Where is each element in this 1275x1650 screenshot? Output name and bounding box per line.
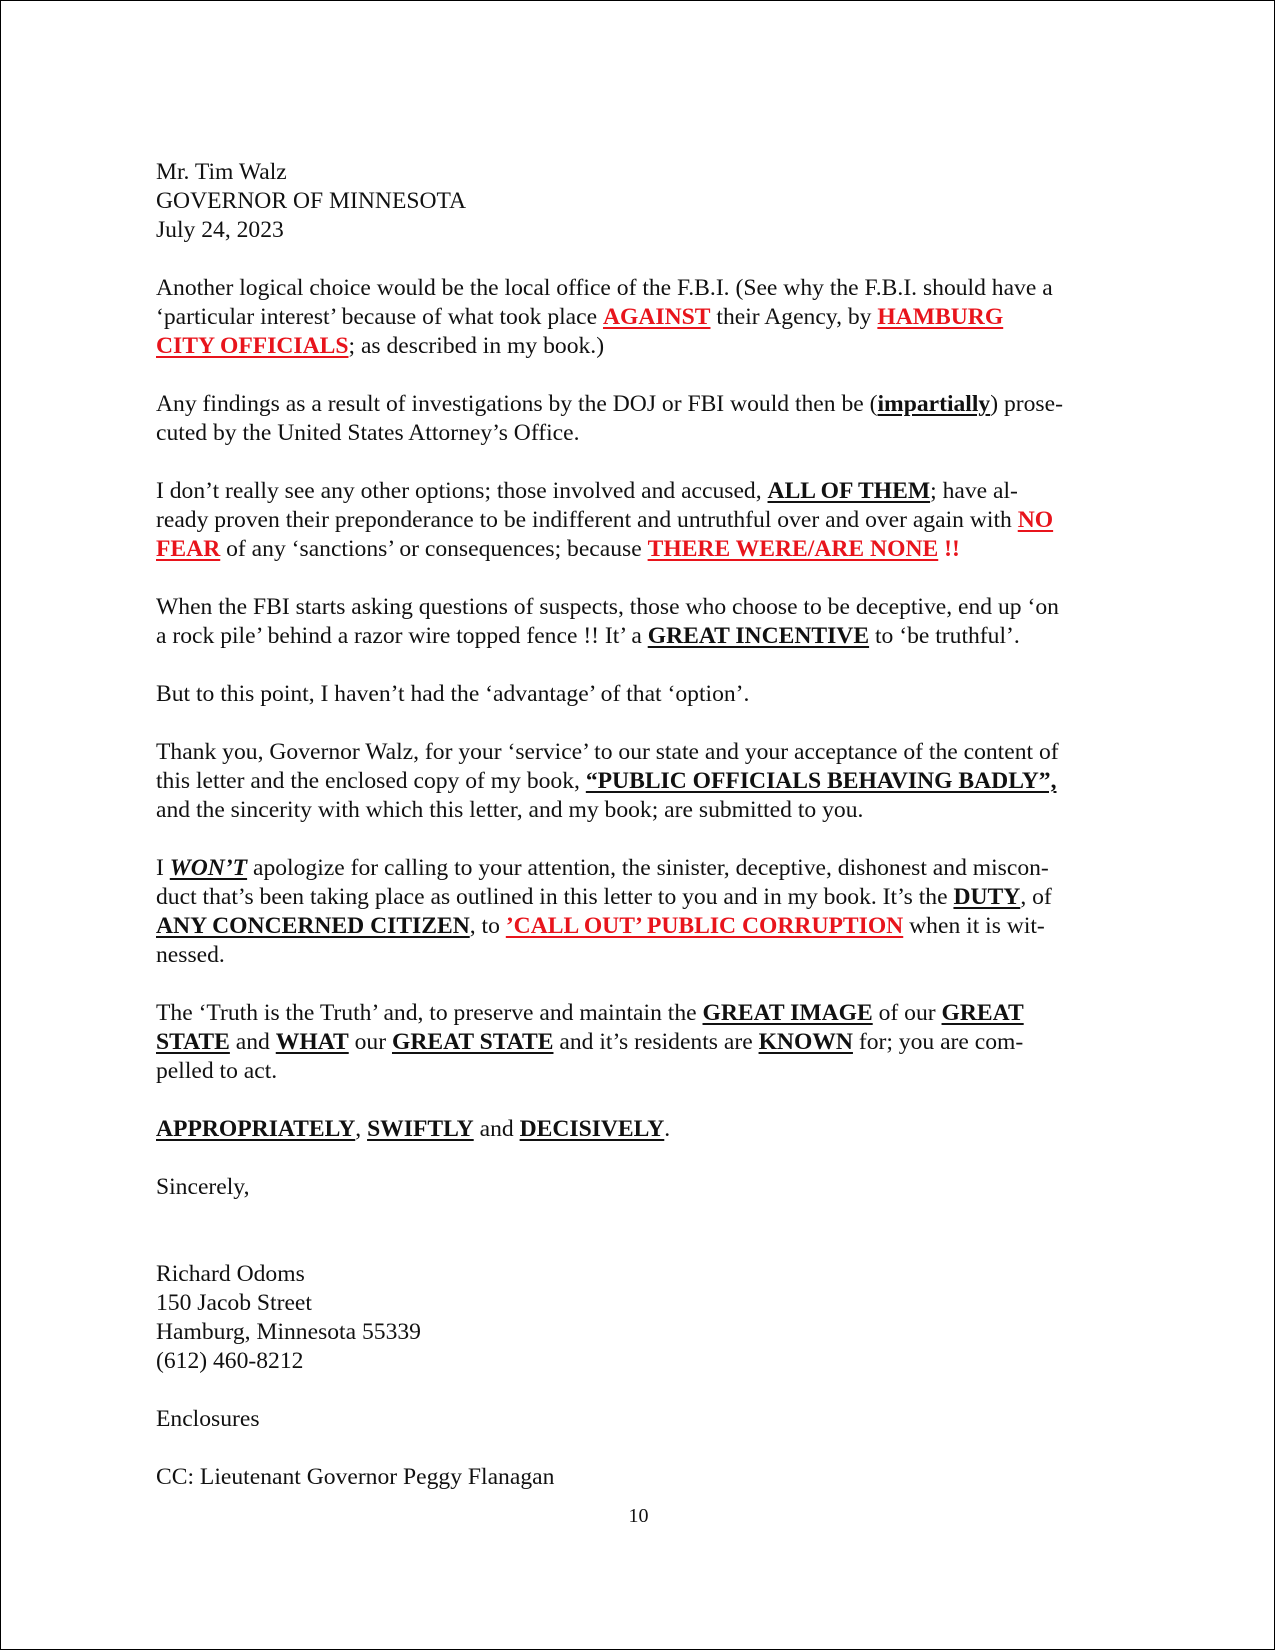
text-line [156, 477, 1131, 506]
text-run: ; have al- [930, 478, 1018, 504]
paragraph-fbi [156, 274, 1131, 361]
emphasis-great-incentive: GREAT INCENTIVE [647, 623, 870, 649]
text-run: ready proven their preponderance to be indifferent and untruthful over and over again with [156, 507, 1018, 533]
text-run: , to [469, 913, 506, 939]
signature-space [156, 1231, 1131, 1260]
text-line [156, 1115, 1131, 1144]
recipient-title: GOVERNOR OF MINNESOTA [156, 188, 467, 214]
letter-date: July 24, 2023 [156, 217, 284, 243]
emphasis-against: AGAINST [602, 304, 711, 330]
text-run: their Agency, by [710, 304, 878, 330]
signer-name: Richard Odoms [156, 1261, 305, 1287]
paragraph-advantage [156, 680, 1131, 709]
closing [156, 1173, 1131, 1202]
text-line [156, 303, 1131, 332]
cc-text: CC: Lieutenant Governor Peggy Flanagan [156, 1464, 555, 1490]
paragraph-fbi-questions [156, 593, 1131, 651]
signer-phone: (612) 460-8212 [156, 1348, 304, 1374]
text-line [156, 622, 1131, 651]
emphasis-city-officials: CITY OFFICIALS [156, 333, 349, 359]
emphasis-there-were-are-none: THERE WERE/ARE NONE [647, 536, 939, 562]
page-number: 10 [628, 1505, 649, 1527]
text-run: ) prose- [990, 391, 1063, 417]
enclosures-text: Enclosures [156, 1406, 260, 1432]
emphasis-fear: FEAR [156, 536, 221, 562]
text-line [156, 999, 1131, 1028]
recipient-block [156, 158, 1131, 245]
text-line [156, 390, 1131, 419]
emphasis-hamburg: HAMBURG [877, 304, 1004, 330]
emphasis-any-concerned-citizen: ANY CONCERNED CITIZEN [156, 913, 470, 939]
emphasis-decisively: DECISIVELY [519, 1116, 665, 1142]
signer-street: 150 Jacob Street [156, 1290, 312, 1316]
text-run: , of [1020, 884, 1052, 910]
text-line [156, 854, 1131, 883]
text-line: When the FBI starts asking questions of suspects, those who choose to be deceptive, end up ‘on [156, 594, 1059, 620]
emphasis-great: GREAT [941, 1000, 1024, 1026]
emphasis-duty: DUTY [953, 884, 1021, 910]
emphasis-all-of-them: ALL OF THEM [767, 478, 931, 504]
text-line [156, 535, 1131, 564]
text-line: nessed. [156, 942, 225, 968]
text-run: Any findings as a result of investigations by the DOJ or FBI would then be ( [156, 391, 878, 417]
text-run: our [348, 1029, 392, 1055]
text-run: duct that’s been taking place as outlined in this letter to you and in my book. It’s the [156, 884, 954, 910]
text-run: and [473, 1116, 520, 1142]
text-run: I [156, 855, 170, 881]
emphasis-appropriately: APPROPRIATELY [156, 1116, 356, 1142]
recipient-name: Mr. Tim Walz [156, 159, 287, 185]
signature-block [156, 1260, 1131, 1376]
text-line: But to this point, I haven’t had the ‘advantage’ of that ‘option’. [156, 681, 750, 707]
text-line [156, 506, 1131, 535]
text-line: pelled to act. [156, 1058, 278, 1084]
text-line [156, 332, 1131, 361]
text-run: this letter and the enclosed copy of my book, [156, 768, 586, 794]
paragraph-wont-apologize [156, 854, 1131, 970]
text-line [156, 883, 1131, 912]
cc-line [156, 1463, 1131, 1492]
text-run: . [664, 1116, 671, 1142]
text-line [156, 912, 1131, 941]
text-run: a rock pile’ behind a razor wire topped fence !! It’ a [156, 623, 648, 649]
emphasis-wont: WON’T [169, 855, 248, 881]
text-run: apologize for calling to your attention, the sinister, deceptive, dishonest and miscon- [247, 855, 1049, 881]
text-line [156, 767, 1131, 796]
text-run: to ‘be truthful’. [869, 623, 1020, 649]
signer-city: Hamburg, Minnesota 55339 [156, 1319, 421, 1345]
text-run: and it’s residents are [553, 1029, 759, 1055]
text-line: cuted by the United States Attorney’s Office. [156, 420, 580, 446]
book-title: “PUBLIC OFFICIALS BEHAVING BADLY”, [585, 768, 1057, 794]
emphasis-no: NO [1017, 507, 1054, 533]
text-run: of any ‘sanctions’ or consequences; because [220, 536, 648, 562]
text-run: and [229, 1029, 276, 1055]
emphasis-known: KNOWN [758, 1029, 853, 1055]
text-run: for; you are com- [852, 1029, 1024, 1055]
text-run: of our [872, 1000, 942, 1026]
text-line [156, 1028, 1131, 1057]
text-line: and the sincerity with which this letter, and my book; are submitted to you. [156, 797, 864, 823]
paragraph-findings [156, 390, 1131, 448]
closing-text: Sincerely, [156, 1174, 250, 1200]
text-run: , [355, 1116, 368, 1142]
emphasis-call-out-corruption: ’CALL OUT’ PUBLIC CORRUPTION [505, 913, 904, 939]
text-run: when it is wit- [903, 913, 1045, 939]
paragraph-truth [156, 999, 1131, 1086]
emphasis-swiftly: SWIFTLY [367, 1116, 474, 1142]
emphasis-state: STATE [156, 1029, 230, 1055]
emphasis-what: WHAT [275, 1029, 349, 1055]
letter-body [156, 158, 1131, 1521]
paragraph-options [156, 477, 1131, 564]
emphasis-impartially: impartially [877, 391, 991, 417]
text-line: Thank you, Governor Walz, for your ‘service’ to our state and your acceptance of the content of [156, 739, 1059, 765]
emphasis-great-state: GREAT STATE [391, 1029, 554, 1055]
text-run: The ‘Truth is the Truth’ and, to preserve and maintain the [156, 1000, 703, 1026]
text-run: ; as described in my book.) [348, 333, 605, 359]
text-run: I don’t really see any other options; those involved and accused, [156, 478, 768, 504]
text-line: Another logical choice would be the local office of the F.B.I. (See why the F.B.I. should have a [156, 275, 1053, 301]
paragraph-thank-you [156, 738, 1131, 825]
emphasis-great-image: GREAT IMAGE [702, 1000, 873, 1026]
enclosures [156, 1405, 1131, 1434]
text-run: ‘particular interest’ because of what took place [156, 304, 603, 330]
paragraph-appropriately [156, 1115, 1131, 1144]
emphasis-exclamation: !! [938, 536, 960, 562]
